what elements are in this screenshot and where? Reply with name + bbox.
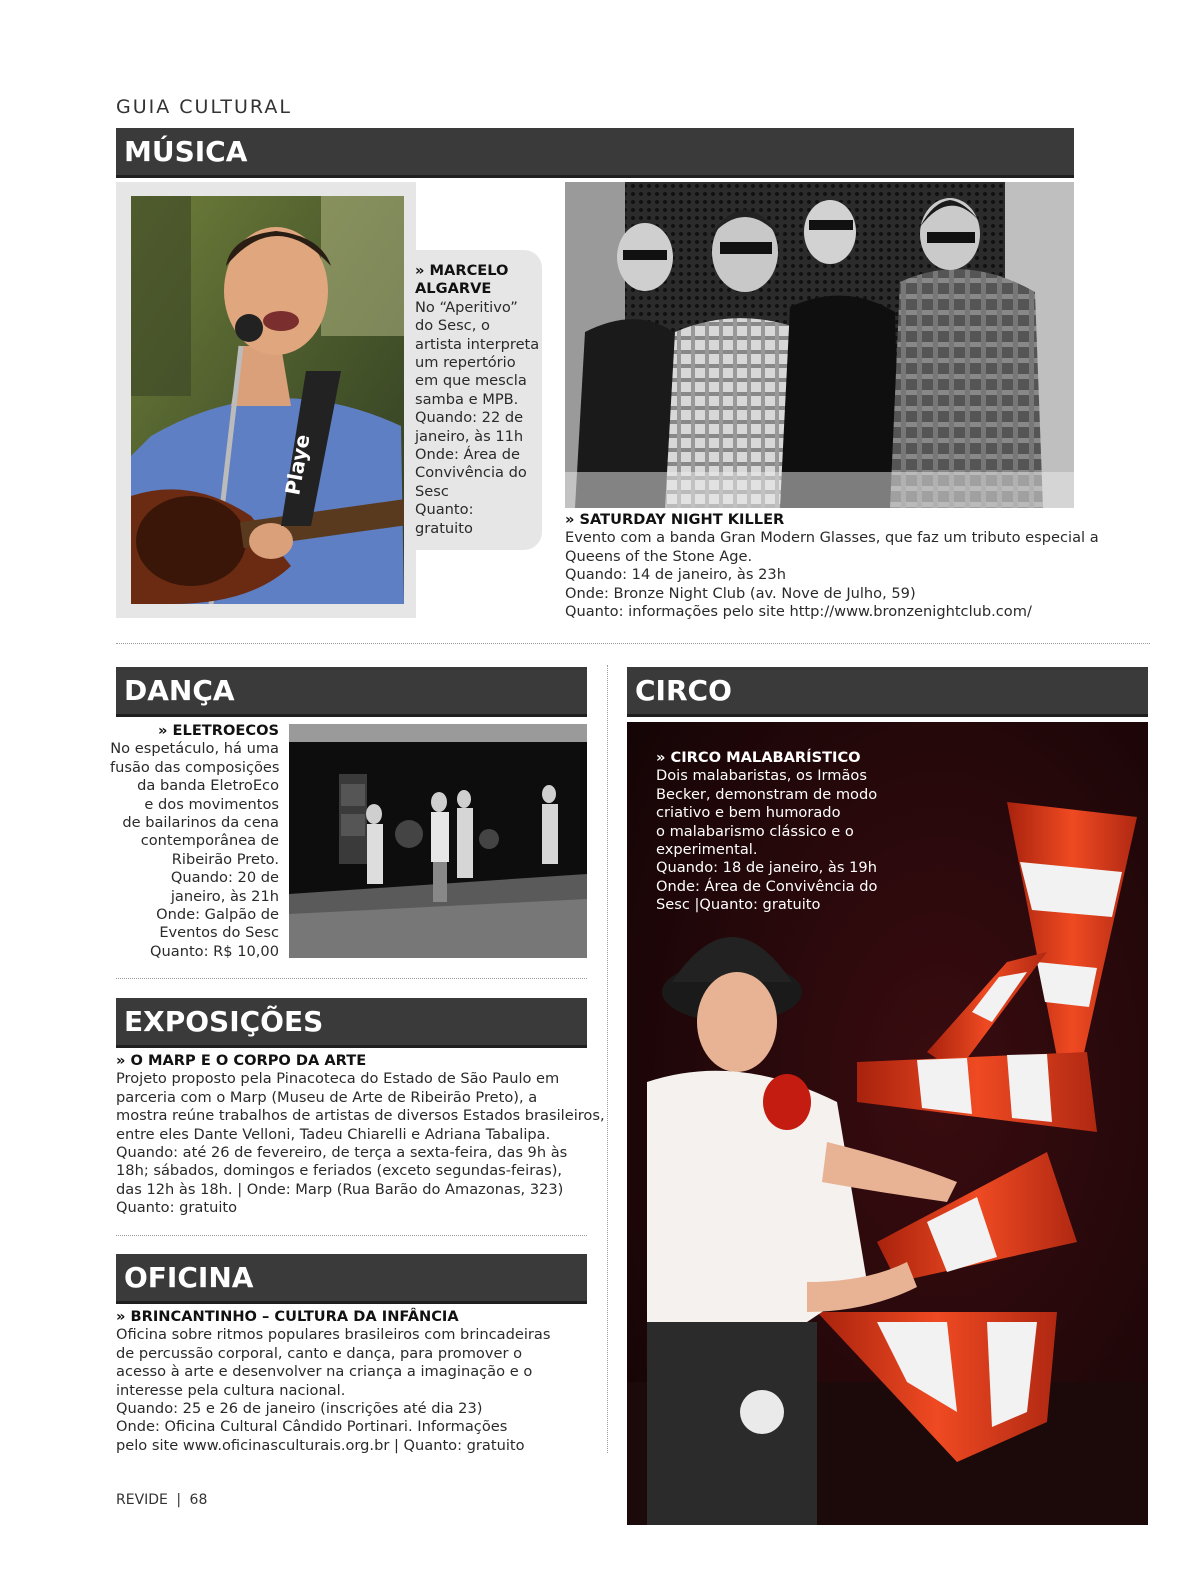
marcelo-line: janeiro, às 11h <box>415 427 524 445</box>
circo-line: Sesc |Quanto: gratuito <box>656 896 821 914</box>
eletroecos-line: da banda EletroEco <box>137 777 279 795</box>
eletroecos-text <box>110 722 279 961</box>
marcelo-line: Quanto: <box>415 501 474 519</box>
marcelo-line: Onde: Área de <box>415 446 520 464</box>
circo-line: Becker, demonstram de modo <box>656 785 878 803</box>
circo-line: Quando: 18 de janeiro, às 19h <box>656 859 877 877</box>
brincantinho-line: de percussão corporal, canto e dança, para promover o <box>116 1344 523 1362</box>
circo-line: o malabarismo clássico e o <box>656 822 854 840</box>
brincantinho-line: interesse pela cultura nacional. <box>116 1381 346 1399</box>
marp-line: parceria com o Marp (Museu de Arte de Ribeirão Preto), a <box>116 1088 538 1106</box>
danca-divider <box>116 978 587 979</box>
circo-line: Dois malabaristas, os Irmãos <box>656 767 867 785</box>
eletroecos-line: Onde: Galpão de <box>156 906 279 924</box>
circo-malabaristico-text <box>656 749 916 915</box>
circo-section-title: CIRCO <box>627 667 1148 717</box>
exposicoes-section-title: EXPOSIÇÕES <box>116 998 587 1048</box>
eletroecos-line: fusão das composições <box>110 758 280 776</box>
danca-section-title: DANÇA <box>116 667 587 717</box>
magazine-name: REVIDE <box>116 1492 168 1508</box>
marcelo-line: artista interpreta <box>415 335 540 353</box>
marp-line: Quanto: gratuito <box>116 1199 238 1217</box>
marp-heading: » O MARP E O CORPO DA ARTE <box>116 1052 367 1069</box>
saturday-night-killer-band-photo <box>565 182 1074 508</box>
eletroecos-line: e dos movimentos <box>144 795 279 813</box>
eletroecos-stage-photo <box>289 724 587 958</box>
marcelo-line: No “Aperitivo” <box>415 298 518 316</box>
brincantinho-line: acesso à arte e desenvolver na criança a imaginação e o <box>116 1363 533 1381</box>
page-footer <box>116 1492 207 1508</box>
marcelo-algarve-photo <box>131 196 404 604</box>
brincantinho-heading: » BRINCANTINHO – CULTURA DA INFÂNCIA <box>116 1308 459 1325</box>
eletroecos-line: No espetáculo, há uma <box>110 740 279 758</box>
saturday-line: Quanto: informações pelo site http://www.bronzenightclub.com/ <box>565 603 1032 621</box>
footer-separator: | <box>176 1492 182 1508</box>
marp-line: Quando: até 26 de fevereiro, de terça a sexta-feira, das 9h às <box>116 1144 568 1162</box>
brincantinho-line: Quando: 25 e 26 de janeiro (inscrições até dia 23) <box>116 1400 483 1418</box>
eletroecos-line: contemporânea de <box>140 832 279 850</box>
marcelo-heading-line-1: » MARCELO <box>415 262 509 279</box>
saturday-line: Queens of the Stone Age. <box>565 547 753 565</box>
marcelo-heading-line-2: ALGARVE <box>415 280 492 298</box>
marp-line: Projeto proposto pela Pinacoteca do Estado de São Paulo em <box>116 1070 560 1088</box>
marp-line: das 12h às 18h. | Onde: Marp (Rua Barão do Amazonas, 323) <box>116 1180 564 1198</box>
brincantinho-line: Oficina sobre ritmos populares brasileiros com brincadeiras <box>116 1326 551 1344</box>
marcelo-line: Quando: 22 de <box>415 409 524 427</box>
saturday-heading: » SATURDAY NIGHT KILLER <box>565 511 785 528</box>
eletroecos-line: Ribeirão Preto. <box>171 850 279 868</box>
guitar-strap-text: Playe <box>280 432 315 497</box>
marcelo-algarve-text <box>415 262 540 538</box>
eletroecos-line: Eventos do Sesc <box>159 924 279 942</box>
marcelo-line: gratuito <box>415 519 473 537</box>
brincantinho-line: Onde: Oficina Cultural Cândido Portinari. Informações <box>116 1418 508 1436</box>
marp-line: entre eles Dante Velloni, Tadeu Chiarelli e Adriana Tabalipa. <box>116 1125 551 1143</box>
section-divider <box>116 643 1150 644</box>
circo-heading: » CIRCO MALABARÍSTICO <box>656 749 861 766</box>
eletroecos-line: Quanto: R$ 10,00 <box>150 942 279 960</box>
circo-line: Onde: Área de Convivência do <box>656 877 878 895</box>
marcelo-line: samba e MPB. <box>415 390 519 408</box>
marcelo-line: um repertório <box>415 354 516 372</box>
marcelo-line: Sesc <box>415 482 449 500</box>
marcelo-line: Convivência do <box>415 464 527 482</box>
eletroecos-line: Quando: 20 de <box>170 869 279 887</box>
page-number: 68 <box>189 1492 208 1508</box>
brincantinho-text <box>116 1308 596 1455</box>
circo-line: criativo e bem humorado <box>656 804 841 822</box>
brincantinho-line: pelo site www.oficinasculturais.org.br | Quanto: gratuito <box>116 1436 525 1454</box>
saturday-line: Onde: Bronze Night Club (av. Nove de Julho, 59) <box>565 584 916 602</box>
eletroecos-heading: » ELETROECOS <box>158 722 279 739</box>
musica-section-title: MÚSICA <box>116 128 1074 178</box>
marp-line: mostra reúne trabalhos de artistas de diversos Estados brasileiros, <box>116 1107 605 1125</box>
saturday-line: Evento com a banda Gran Modern Glasses, que faz um tributo especial a <box>565 529 1099 547</box>
column-divider <box>607 665 608 1453</box>
section-kicker: GUIA CULTURAL <box>116 96 292 118</box>
oficina-section-title: OFICINA <box>116 1254 587 1304</box>
saturday-line: Quando: 14 de janeiro, às 23h <box>565 566 786 584</box>
marp-text <box>116 1052 605 1218</box>
marcelo-line: em que mescla <box>415 372 527 390</box>
saturday-night-killer-text <box>565 511 1099 621</box>
circo-line: experimental. <box>656 841 758 859</box>
eletroecos-line: janeiro, às 21h <box>170 887 279 905</box>
marp-line: 18h; sábados, domingos e feriados (exceto segundas-feiras), <box>116 1162 563 1180</box>
marcelo-line: do Sesc, o <box>415 317 490 335</box>
eletroecos-line: de bailarinos da cena <box>122 814 279 832</box>
exposicoes-divider <box>116 1235 587 1236</box>
